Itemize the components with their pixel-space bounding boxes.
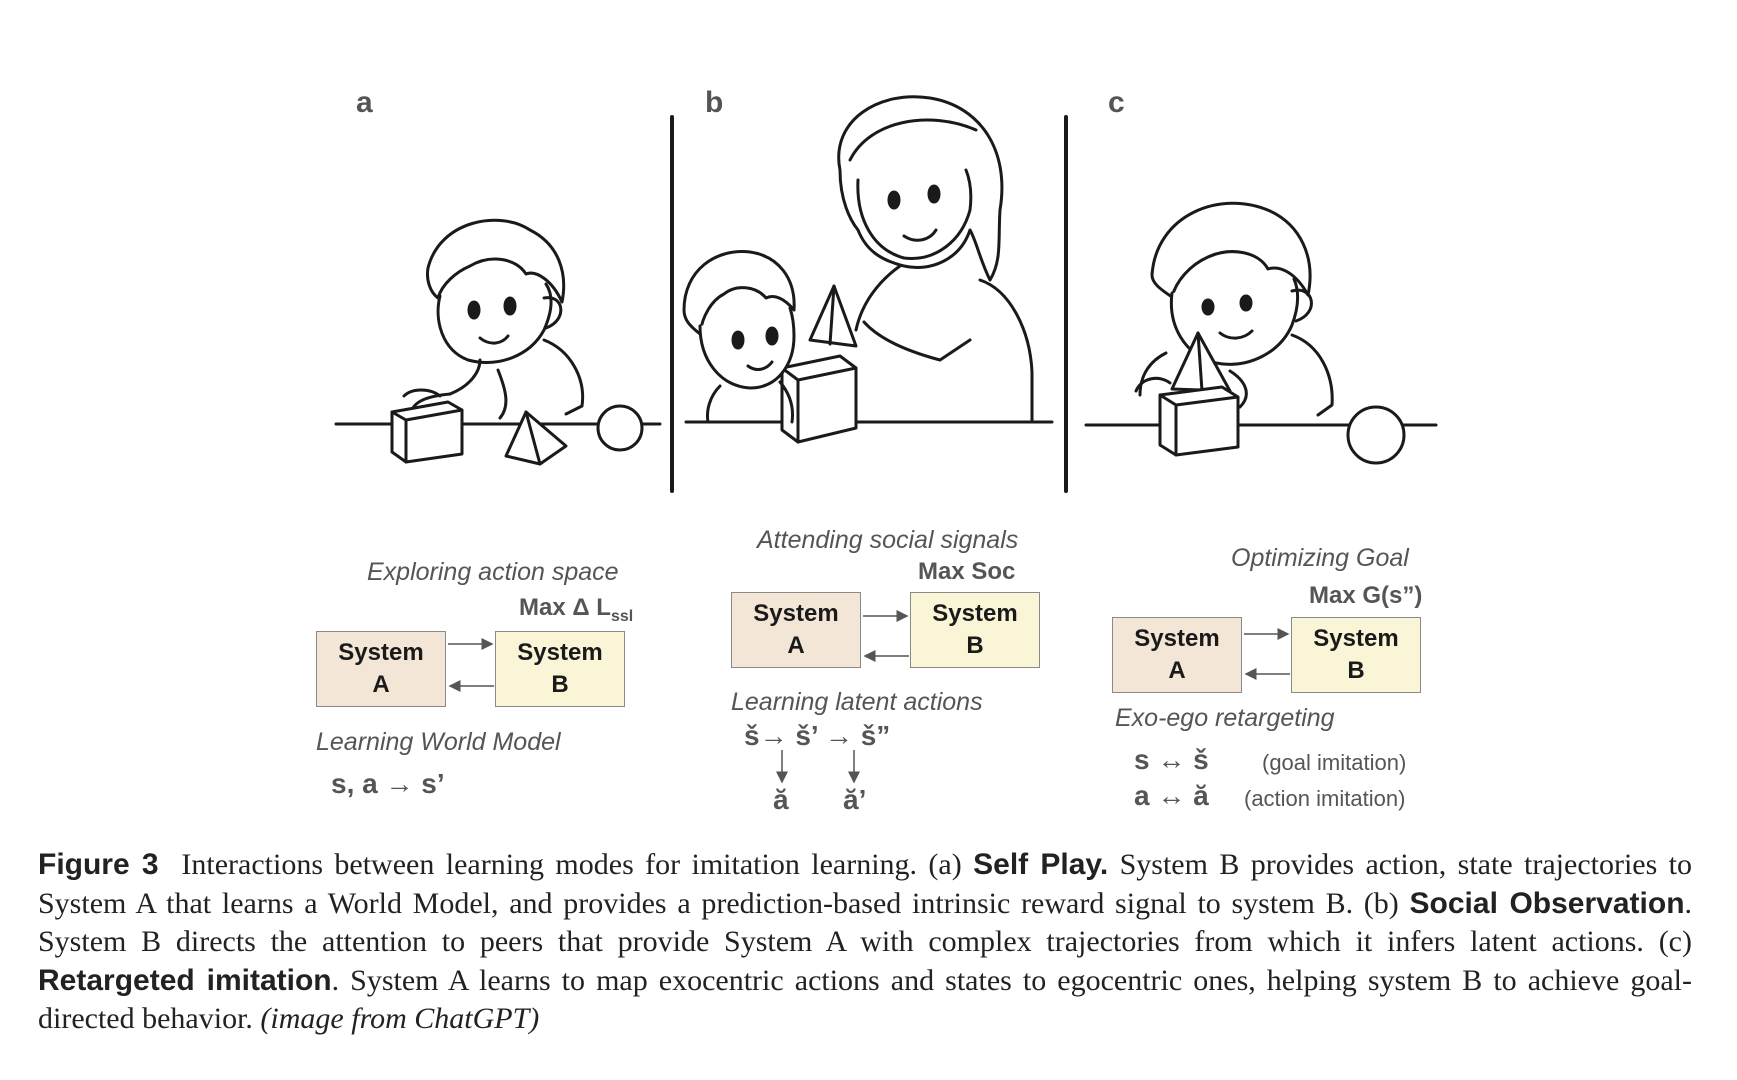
panel-c-top-label: Optimizing Goal: [1231, 544, 1409, 572]
system-letter: B: [966, 632, 984, 659]
panel-c-bottom-label: Exo-ego retargeting: [1115, 704, 1335, 732]
caption-term-self-play: Self Play.: [973, 848, 1109, 881]
system-letter: B: [1347, 657, 1365, 684]
system-letter: A: [372, 671, 390, 698]
panel-c-exchange-arrows: [1242, 630, 1292, 680]
panel-a-exchange-arrows: [446, 640, 496, 690]
panel-a-max-label: [519, 594, 633, 626]
panel-a-max-subscript: ssl: [610, 607, 634, 625]
panel-c-max-label: Max G(s”): [1309, 582, 1423, 609]
system-label: System: [338, 639, 424, 666]
panel-b-formula-action-2: ă’: [843, 784, 867, 815]
panel-a-max-text: Max Δ L: [519, 594, 611, 621]
caption-text-c: . System A learns to map exocentric actions and states to egocentric ones, helping system B to achieve goal-directed behavior.: [38, 963, 1693, 1035]
divider-ab: [670, 115, 674, 493]
panel-c-letter: c: [1108, 86, 1125, 119]
caption-text-a: System B provides action, state trajectories to System A that learns a World Model, and provides a prediction-based intrinsic reward signal to system B. (b): [38, 848, 1693, 920]
panel-a-system-a: [316, 631, 446, 707]
panel-c-note-goal: (goal imitation): [1262, 750, 1407, 775]
panel-a-bottom-label: Learning World Model: [316, 728, 561, 756]
system-label: System: [932, 600, 1018, 627]
panel-c-formula-goal: s ↔ š: [1134, 744, 1209, 775]
panel-c-formula-action: a ↔ ă: [1134, 780, 1209, 811]
panel-b-system-a: [731, 592, 861, 668]
illustration-retargeted-imitation: [1080, 185, 1440, 475]
panel-b-latent-arrows: [760, 748, 870, 788]
panel-c-system-a: [1112, 617, 1242, 693]
system-label: System: [1313, 625, 1399, 652]
caption-term-retargeted-imitation: Retargeted imitation: [38, 963, 332, 997]
panel-a-top-label: Exploring action space: [367, 558, 619, 586]
system-letter: A: [787, 632, 805, 659]
panel-b-letter: b: [705, 86, 724, 119]
figure-label: Figure 3: [38, 848, 159, 881]
divider-bc: [1064, 115, 1068, 493]
caption-credit: (image from ChatGPT): [260, 1002, 540, 1035]
illustration-self-play: [330, 200, 670, 480]
panel-b-bottom-label: Learning latent actions: [731, 688, 983, 716]
panel-c-system-b: [1291, 617, 1421, 693]
panel-a-system-b: [495, 631, 625, 707]
system-label: System: [753, 600, 839, 627]
system-letter: B: [551, 671, 569, 698]
panel-b-exchange-arrows: [861, 612, 911, 662]
panel-c-note-action: (action imitation): [1244, 786, 1406, 811]
system-letter: A: [1168, 657, 1186, 684]
caption-intro: Interactions between learning modes for imitation learning. (a): [181, 848, 962, 881]
system-label: System: [1134, 625, 1220, 652]
panel-a-formula: s, a → s’: [331, 768, 445, 799]
system-label: System: [517, 639, 603, 666]
panel-b-system-b: [910, 592, 1040, 668]
figure-caption: [38, 846, 1692, 1039]
panel-a-letter: a: [356, 86, 373, 119]
caption-text-b: . System B directs the attention to peers that provide System A with complex trajectories from which it infers latent actions. (c): [38, 886, 1693, 958]
panel-b-formula-action-1: ă: [773, 784, 789, 815]
panel-b-max-label: Max Soc: [918, 558, 1016, 585]
caption-term-social-observation: Social Observation: [1409, 886, 1685, 920]
illustration-social-observation: [680, 90, 1060, 460]
panel-b-top-label: Attending social signals: [757, 526, 1019, 554]
panel-b-formula-states: š→ š’ → š”: [744, 720, 891, 751]
